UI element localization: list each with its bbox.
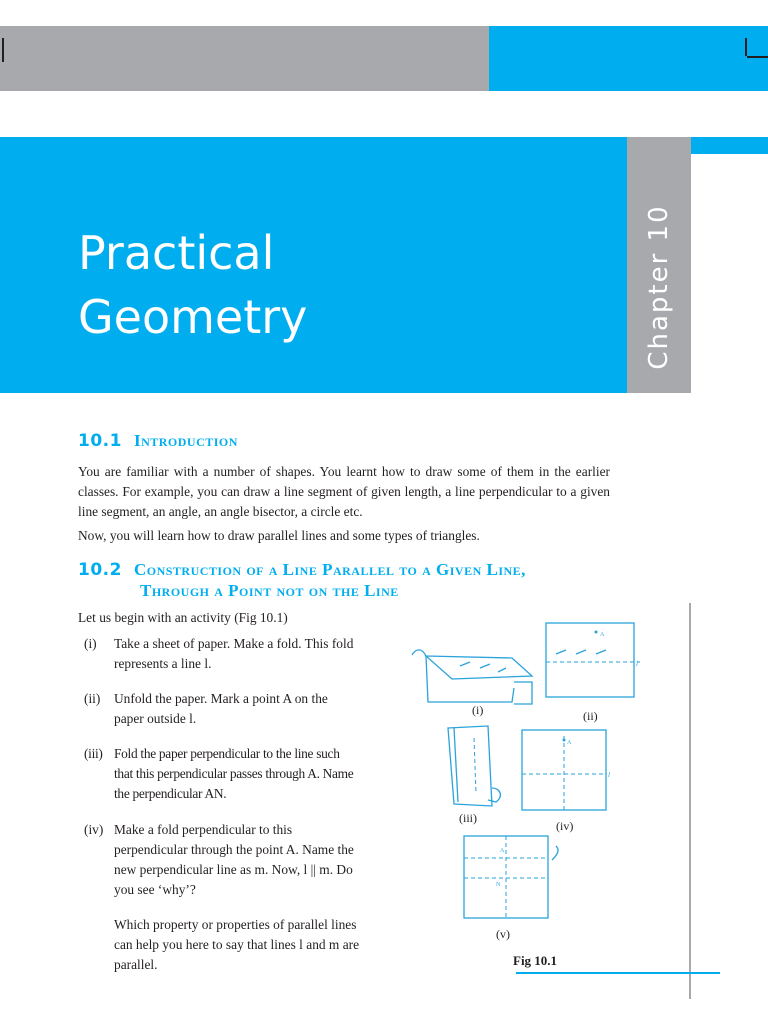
svg-text:A: A [600,632,605,638]
header-blue-strip [489,26,768,91]
svg-text:A: A [567,740,572,746]
figure-label-iv: (iv) [556,819,574,833]
figure-label-iii: (iii) [459,811,477,825]
fold-sketch-i [412,650,532,704]
svg-text:l: l [636,660,638,668]
section-number: 10.2 [78,560,122,580]
section-heading-2 [78,560,526,580]
step-text: Take a sheet of paper. Make a fold. This fold represents a line l. [114,636,354,671]
step-number: (i) [84,636,97,651]
svg-text:A: A [500,848,505,854]
section-heading-1 [78,431,238,451]
figure-label-ii: (ii) [583,709,598,723]
parallel-property-note: Which property or properties of parallel lines can help you here to say that lines l and m are parallel. [114,917,360,972]
section-number: 10.1 [78,431,122,451]
fold-sketch-iii [448,726,500,806]
svg-text:N: N [496,882,501,888]
section-title: Introduction [133,431,238,450]
step-number: (iv) [84,822,104,837]
chapter-title-line2: Geometry [78,290,308,344]
header-gray-strip [0,26,489,91]
chapter-label: Chapter 10 [644,204,674,370]
step-text: Fold the paper perpendicular to the line such that this perpendicular passes through A. Name the perpendicular AN. [114,746,354,801]
step-number: (ii) [84,691,101,706]
activity-intro: Let us begin with an activity (Fig 10.1) [78,610,288,625]
crop-mark-left [2,38,4,62]
paper-folding-figure [400,610,650,940]
fold-sketch-ii [546,623,640,697]
fold-sketch-v [464,836,558,918]
chapter-title-line1: Practical [78,226,275,280]
section-heading-2-line2: Through a Point not on the Line [140,581,399,600]
fold-sketch-iv [522,730,610,810]
crop-mark-right-h [747,56,768,58]
crop-mark-right [745,38,747,56]
step-text: Unfold the paper. Mark a point A on the paper outside l. [114,691,328,726]
step-number: (iii) [84,746,103,761]
figure-label-v: (v) [496,927,510,941]
caption-rule [516,972,720,974]
intro-paragraph-2: Now, you will learn how to draw parallel lines and some types of triangles. [78,528,480,543]
svg-text:l: l [608,771,610,779]
figure-caption: Fig 10.1 [513,953,558,968]
figure-label-i: (i) [472,703,484,717]
banner-notch [691,154,768,393]
section-title: Construction of a Line Parallel to a Given Line, [133,560,526,579]
figure-side-rule [689,603,691,999]
intro-paragraph: You are familiar with a number of shapes. You learnt how to draw some of them in the earlier classes. For example, you can draw a line segment of given length, a line perpendicular to a given line segment, an angle, an angle bisector, a circle etc. [78,464,610,519]
step-text: Make a fold perpendicular to this perpendicular through the point A. Name the new perpendicular line as m. Now, l || m. Do you see ‘why’? [114,822,354,897]
